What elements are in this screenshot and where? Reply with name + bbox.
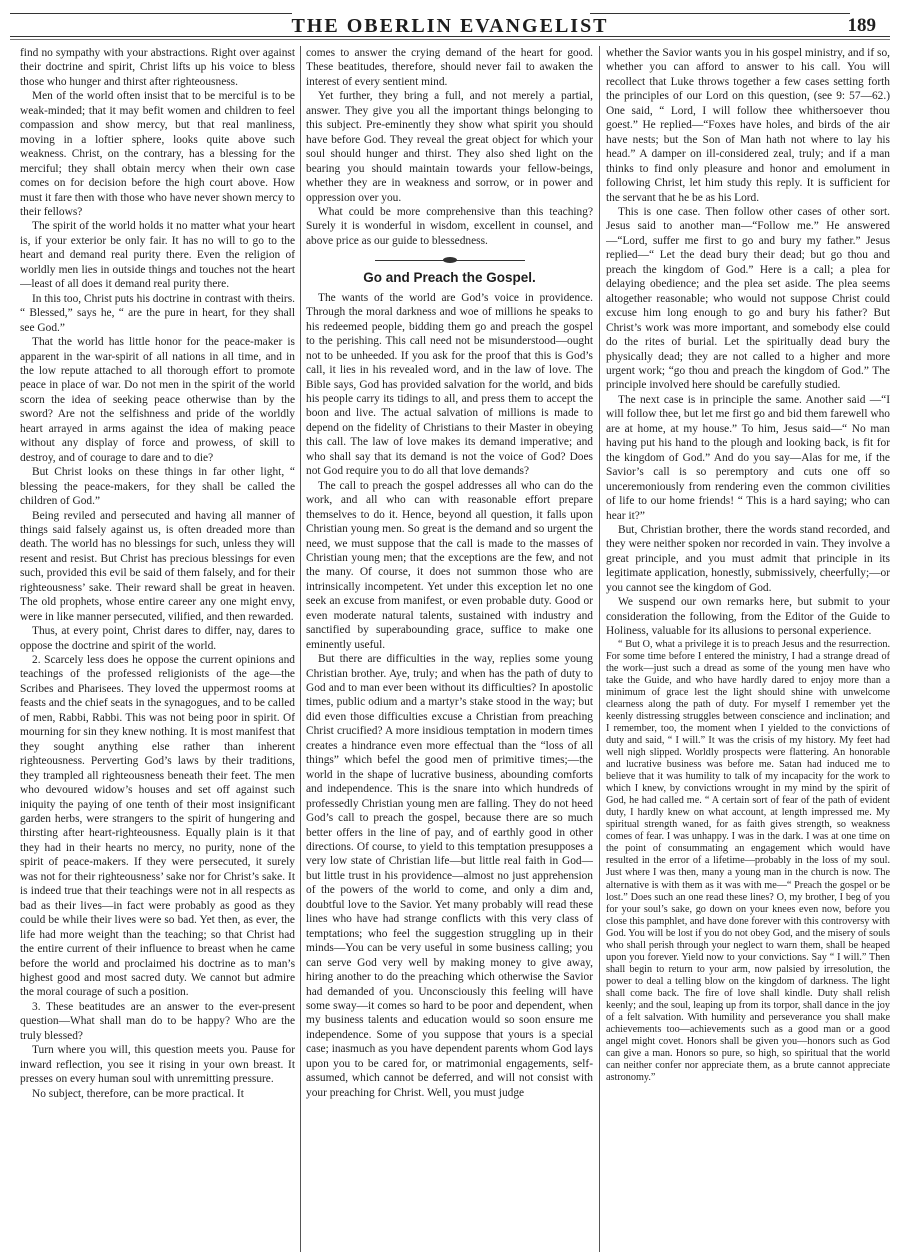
- heading-ornament: [375, 257, 525, 265]
- paragraph: In this too, Christ puts his doctrine in contrast with theirs. “ Blessed,” says he, “ are the pure in heart, for they shall see God.”: [20, 292, 295, 334]
- paragraph: But, Christian brother, there the words stand recorded, and they were neither spoken nor recorded in vain. They involve a great principle, and you must admit that principle in its legitimate application, honestly, submissively, cheerfully;—or you cannot see the kingdom of God.: [606, 523, 890, 594]
- paragraph: That the world has little honor for the peace-maker is apparent in the war-spirit of all nations in all time, and in the low repute attached to all thorough effort to promote peace in place of war. Do not men in the spirit of the world scorn the idea of seeking peace otherwise than by the sword? Are not the selfishness and pride of the worldly heart arrayed in arms against the idea of making peace without any display of force and prowess, of skill to destroy, and of courage to dare and to die?: [20, 336, 295, 464]
- paragraph: No subject, therefore, can be more practical. It: [32, 1087, 244, 1100]
- newspaper-title: THE OBERLIN EVANGELIST: [291, 15, 609, 37]
- column-divider-2: [599, 46, 600, 1252]
- paragraph: What could be more comprehensive than this teaching? Surely it is wonderful in wisdom, excellent in counsel, and above price as our guide to blessedness.: [306, 205, 593, 247]
- paragraph: Men of the world often insist that to be merciful is to be weak-minded; that it may befit women and children to feel compassion and show mercy, but that real manliness, moving in a loftier sphere, looks quite above such weakness. Christ, on the contrary, has a blessing for the merciful; they shall obtain mercy when their own case comes on for decision before the high court above. How must it fare then with those who have never shown mercy to their fellows?: [20, 90, 295, 218]
- paragraph: But there are difficulties in the way, replies some young Christian brother. Aye, truly; and when has the path of duty to God and to man ever been without its difficulties? In apostolic times, public odium and a martyr’s stake stood in the way; but did even those difficulties excuse a Christian from preaching Christ crucified? A more insidious temptation in modern times creates a hindrance even more effectual than the “loss of all things” which befel the good men of primitive times;—the world in the shape of lucrative business, abounding comforts and independence. This is the snare into which hundreds of professedly Christian young men are falling. They do not heed God’s call to preach the gospel, because there are so much better offers in the line of pay, and of earthly good in other directions. Of course, to yield to this temptation presupposes a very low state of Christian life—but little real faith in God—but little trust in his providence—almost no just apprehension of the powers of the world to come, and only a dim and, doubtful love to the Savior. Yet many probably will read these lines who have had strange conflicts with this very class of temptations; who feel the suggestion struggling up in their minds—You can be very useful in some business calling; you can serve God very well by making money to give away, hiring another to do the preaching which otherwise the Savior had demanded of you. Unconsciously this feeling will have some sway—it comes so hard to be poor and dependent, when my business talents and education would so soon ensure me independence. Some of you suppose that yours is a special case; inasmuch as you have dependent parents whom God lays upon you to be cared for, or matrimonial engagements, self-assumed, which cannot be deferred, and will not consist with your preaching for Christ. Well, you must judge: [306, 653, 593, 1099]
- paragraph: find no sympathy with your abstractions. Right over against their doctrine and spirit, Christ lifts up his voice to bless those who hunger and thirst after righteousness.: [20, 47, 295, 88]
- paragraph: comes to answer the crying demand of the heart for good. These beatitudes, therefore, should never fail to awaken the interest of every sentient mind.: [306, 47, 593, 88]
- masthead-rule-right: [590, 13, 850, 14]
- paragraph: This is one case. Then follow other cases of other sort. Jesus said to another man—“Follow me.” He answered—“Lord, suffer me first to go and bury my father.” Jesus replied—“ Let the dead bury their dead; but go thou and preach the kingdom of God.” Here is a call; a plea for delaying obedience; and the plea set aside. The plea seems altogether reasonable; who would not suppose Christ could excuse him long enough to go and bury his father? But Christ’s work was more important, and somebody else could do the rites of burial. Let the spiritually dead bury the physically dead; they are not called to a higher and more urgent work; “go thou and preach the kingdom of God.” The principle involved here should be carefully studied.: [606, 205, 890, 392]
- masthead-double-rule: [10, 36, 890, 40]
- column-3: [606, 46, 890, 1252]
- paragraph: The wants of the world are God’s voice in providence. Through the moral darkness and woe of millions he speaks to his redeemed people, bidding them go and preach the gospel to the perishing. This call need not be misunderstood—ought not to be unheeded. If you ask for the proof that this is God’s call, it lies in his revealed word, and in the law of love. The Bible says, God has provided salvation for the world, and bids his people carry its tidings to all, and press them to accept the boon and live. The actual salvation of millions is made to depend on the fidelity of Christians to their Master in obeying this call. The law of love makes its demand imperative; and who shall say that its demand is not the voice of God? Does not God require you to do all that love demands?: [306, 291, 593, 478]
- masthead-rule-left: [10, 13, 292, 14]
- paragraph: We suspend our own remarks here, but submit to your consideration the following, from the Editor of the Guide to Holiness, valuable for its allusions to personal experience.: [606, 596, 890, 638]
- column-2: [306, 46, 593, 1252]
- paragraph: The spirit of the world holds it no matter what your heart is, if your exterior be only fair. It has no will to go to the heart and demand real purity there. Even the religion of worldly men lies in outside things and touches not the heart—least of all does it demand real purity there.: [20, 220, 295, 291]
- article-heading: Go and Preach the Gospel.: [363, 270, 536, 286]
- column-divider-1: [300, 46, 301, 1252]
- column-1: [20, 46, 295, 1252]
- masthead: [10, 4, 890, 44]
- paragraph: 2. Scarcely less does he oppose the current opinions and teachings of the professed religionists of the age—the Scribes and Pharisees. They loved the uppermost rooms at feasts and the chief seats in the synagogues, and to be called of men, Rabbi, Rabbi. This was not being poor in spirit. Of mourning for sin they knew nothing. It is most manifest that they sought anything else rather than inherent righteousness. Perverting God’s laws by their traditions, they trampled all righteousness beneath their feet. The men who devoured widow’s houses and set off against such iniquity the paying of one tenth of their most insignificant garden herbs, were strangers to the spirit of hungering and thirsting after heart-righteousness. Equally plain is it that they had in their hearts no mercy, no purity, none of the spirit of peace-makers. If they were persecuted, it surely was not for their righteousness’ sake nor for Christ’s sake. It is indeed true that their teachings were not in all respects as bad as their lives—in fact were probably as good as they could be while their lives were so bad. Yet then, as ever, the life had more weight than the teaching; so that Christ had the entire current of their influence to breast when he came before the world and proclaimed his doctrine as to man’s highest good and most sacred duty. We cannot but admire the moral courage of such a position.: [20, 654, 295, 999]
- page-number: 189: [847, 15, 876, 36]
- quoted-passage: “ But O, what a privilege it is to preach Jesus and the resurrection. For some time before I entered the ministry, I had a strange dread of the work—just such a dread as some of the young men have who take the Guide, and who have hardly dared to enjoy more than a minimum of grace lest the light should shine with unwelcome clearness along the path of duty. For myself I remember yet the keenly distressing struggles between conscience and inclination; and I remember, too, the moment when I yielded to the convictions of duty and said, “ I will.” It was the crisis of my history. My feet had well nigh slipped. Worldly prospects were flattering. An honorable and lucrative business was before me. Satan had induced me to believe that it was humility to talk of my incapacity for the work to which I knew, by convictions wrought in my mind by the spirit of God, he had called me. “ A certain sort of fear of the path of evident duty, I hardly knew on what account, at length impressed me. My spiritual strength waned, for as faith gives strength, so weakness comes of fear. I was unhappy. I was in the dark. I was at one time on the point of consummating an engagement which would have resulted in the error of a lifetime—probably in the loss of my soul. Just where I was then, many a young man in the church is now. The alternative is with them as it was with me—“ Preach the gospel or be lost.” Does such an one read these lines? O, my brother, I beg of you for your soul’s sake, go down on your knees even now, before you close this pamphlet, and have done forever with this controversy with God. You will be lost if you do not obey God, and the misery of souls who shall perish through your neglect to warn them, shall be heaped upon you forever. Yield now to your convictions. Say “ I will.” Then shall begin to return to your arm, now palsied by irresolution, the power to deal a telling blow on the kingdom of darkness. The light shall come back. The fire of love shall kindle. Duty shall relish keenly; and the soul, leaping up from its torpor, shall dance in the joy of a felt salvation. With humility and perseverance you shall make achievements too—achievements such as a good man or a good angel might covet. Honors shall be given you—honors such as God can give a man. Honors so pure, so high, so spiritual that the world can neither confer nor appreciate them, as a brute cannot appreciate astronomy.”: [606, 638, 890, 1084]
- paragraph: The next case is in principle the same. Another said —“I will follow thee, but let me first go and bid them farewell who are at home, at my house.” To him, Jesus said—“ No man having put his hand to the plough and looking back, is fit for the kingdom of God.” And do you say—Alas for me, if the Savior’s call is so peremptory and cuts one off so unceremoniously from rendering even the common civilities of life to our home friends! “ This is a hard saying; who can hear it?”: [606, 393, 890, 522]
- paragraph: 3. These beatitudes are an answer to the ever-present question—What shall man do to be happy? Who are the truly blessed?: [20, 1000, 295, 1042]
- paragraph: But Christ looks on these things in far other light, “ blessing the peace-makers, for they shall be called the children of God.”: [20, 466, 295, 508]
- paragraph: Being reviled and persecuted and having all manner of things said falsely against us, is often dreaded more than death. The world has no blessings for such, unless they will resent and resist. But Christ has precious blessings for even such, provided this evil be said of them falsely, and for their righteousness’ sake. Their reward shall be great in heaven. The old prophets, whose entire career any one might envy, were in like manner persecuted, vilified, and then rewarded.: [20, 509, 295, 623]
- paragraph: whether the Savior wants you in his gospel ministry, and if so, whether you can afford to answer to his call. You will recollect that Luke throws together a few cases setting forth the principles of our Lord on this question, (see 9: 57—62.) One said, “ Lord, I will follow thee whithersoever thou goest.” He replied—“Foxes have holes, and birds of the air have nests; but the Son of Man hath not where to lay his head.” A damper on ill-considered zeal, truly; and if a man thinks to find only pleasure and honor and emolument in following Christ, let him study this reply. It is sufficient for the servant that he be as his Lord.: [606, 47, 890, 204]
- paragraph: Thus, at every point, Christ dares to differ, nay, dares to oppose the doctrine and spirit of the world.: [20, 625, 295, 652]
- paragraph: Yet further, they bring a full, and not merely a partial, answer. They give you all the important things belonging to this subject. Pre-eminently they show what spirit you should have before God. They reveal the great object for which your soul should hunger and thirst. They also shed light on the bearing you should maintain towards your fellow-beings, whether they are in weakness and sorrow, or in power and oppression over you.: [306, 90, 593, 204]
- paragraph: The call to preach the gospel addresses all who can do the work, and all who can with reasonable effort prepare themselves to do it. Hence, beyond all question, it falls upon Christian young men. So great is the demand and so urgent the need, we must suppose that the call is made to the masses of Christian young men; that the exceptions are the few, and not the many. Of course, it does not summon those who are intrinsically incompetent. Yet under this exception let no one seek an excuse from manifest, or even probable duty. Good or even moderate natural talents, sustained with industry and sanctified by superabounding grace, suffice to make one eminently useful.: [306, 479, 593, 651]
- article-heading-block: [306, 257, 593, 285]
- paragraph: Turn where you will, this question meets you. Pause for inward reflection, you see it rising in your own breast. It presses on every human soul with unremitting pressure.: [20, 1044, 295, 1086]
